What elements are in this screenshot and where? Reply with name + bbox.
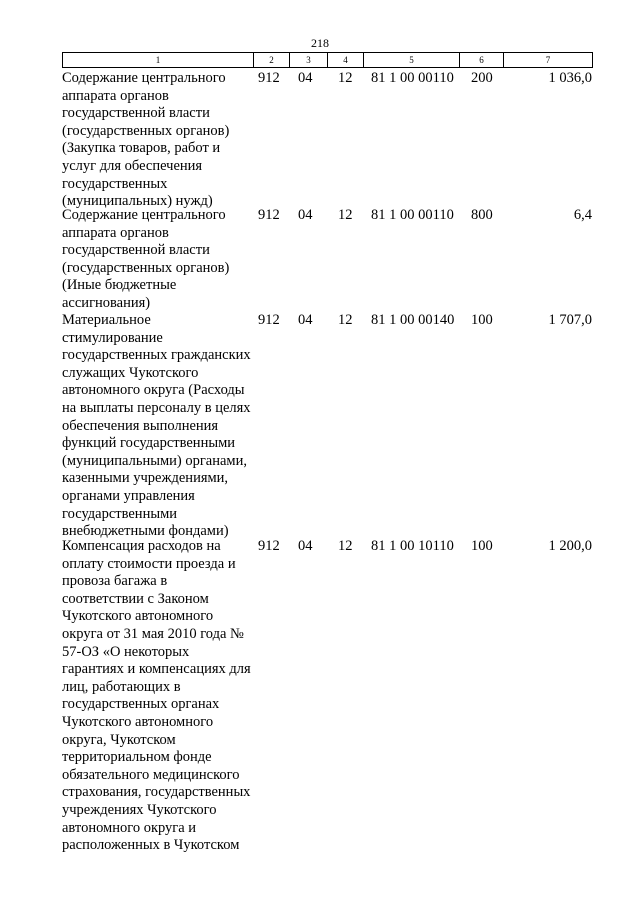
ministry-code: 912 [258, 70, 280, 86]
description-line: на выплаты персоналу в целях [62, 399, 251, 416]
description-line: округа, Чукотском [62, 731, 176, 748]
description-line: оплату стоимости проезда и [62, 555, 236, 572]
description-line: государственной власти [62, 105, 210, 122]
description-line: (государственных органов) [62, 122, 230, 139]
amount: 6,4 [573, 207, 592, 223]
amount: 1 200,0 [548, 538, 592, 554]
description-line: обязательного медицинского [62, 766, 240, 783]
page-number: 218 [311, 36, 329, 50]
row-description [62, 312, 251, 541]
column-header-3: 3 [290, 53, 328, 67]
column-header-4: 4 [328, 53, 364, 67]
description-line: государственных [62, 175, 168, 192]
description-line: органами управления [62, 487, 195, 504]
description-line: Содержание центрального [62, 70, 226, 86]
description-line: (Иные бюджетные [62, 277, 177, 294]
description-line: (государственных органов) [62, 259, 230, 276]
section-code: 04 [298, 312, 313, 328]
description-line: служащих Чукотского [62, 364, 199, 381]
description-line: функций государственными [62, 435, 236, 452]
expense-type-code: 100 [471, 538, 493, 554]
description-line: Чукотского автономного [62, 713, 214, 730]
description-line: аппарата органов [62, 224, 169, 241]
amount: 1 707,0 [548, 312, 592, 328]
target-article-code: 81 1 00 00110 [371, 207, 454, 223]
description-line: гарантиях и компенсациях для [62, 661, 251, 678]
description-line: расположенных в Чукотском [62, 837, 240, 854]
description-line: Компенсация расходов на [62, 538, 221, 554]
ministry-code: 912 [258, 312, 280, 328]
subsection-code: 12 [338, 207, 353, 223]
ministry-code: 912 [258, 538, 280, 554]
subsection-code: 12 [338, 538, 353, 554]
description-line: (муниципальных) нужд) [62, 193, 213, 210]
subsection-code: 12 [338, 312, 353, 328]
description-line: Материальное [62, 312, 151, 328]
description-line: Чукотского автономного [62, 608, 214, 625]
description-line: страхования, государственных [62, 784, 251, 801]
description-line: государственными [62, 505, 178, 522]
column-header-6: 6 [460, 53, 504, 67]
target-article-code: 81 1 00 10110 [371, 538, 454, 554]
expense-type-code: 100 [471, 312, 493, 328]
row-description [62, 538, 251, 855]
row-description [62, 70, 229, 211]
section-code: 04 [298, 538, 313, 554]
ministry-code: 912 [258, 207, 280, 223]
description-line: учреждениях Чукотского [62, 801, 217, 818]
description-line: провоза багажа в [62, 573, 168, 590]
column-header-7: 7 [545, 55, 551, 65]
expense-type-code: 800 [471, 207, 493, 223]
description-line: соответствии с Законом [62, 590, 209, 607]
description-line: стимулирование [62, 329, 163, 346]
amount: 1 036,0 [548, 70, 592, 86]
description-line: лиц, работающих в [62, 678, 181, 695]
description-line: государственной власти [62, 242, 210, 259]
description-line: автономного округа (Расходы [62, 382, 245, 399]
description-line: территориальном фонде [62, 749, 212, 766]
table-header [62, 52, 593, 68]
description-line: округа от 31 мая 2010 года № [62, 625, 244, 642]
target-article-code: 81 1 00 00140 [371, 312, 455, 328]
description-line: внебюджетными фондами) [62, 523, 229, 540]
description-line: ассигнования) [62, 294, 151, 311]
description-line: аппарата органов [62, 87, 169, 104]
description-line: (муниципальными) органами, [62, 452, 247, 469]
description-line: (Закупка товаров, работ и [62, 140, 221, 157]
expense-type-code: 200 [471, 70, 493, 86]
description-line: казенными учреждениями, [62, 470, 229, 487]
column-header-1: 1 [63, 53, 254, 67]
row-description [62, 207, 229, 313]
section-code: 04 [298, 70, 313, 86]
description-line: услуг для обеспечения [62, 157, 203, 174]
description-line: обеспечения выполнения [62, 417, 219, 434]
description-line: 57-ОЗ «О некоторых [62, 643, 190, 660]
column-header-5: 5 [364, 53, 460, 67]
description-line: автономного округа и [62, 819, 197, 836]
section-code: 04 [298, 207, 313, 223]
column-header-2: 2 [254, 53, 290, 67]
description-line: государственных органах [62, 696, 220, 713]
description-line: Содержание центрального [62, 207, 226, 223]
subsection-code: 12 [338, 70, 353, 86]
description-line: государственных гражданских [62, 347, 251, 364]
target-article-code: 81 1 00 00110 [371, 70, 454, 86]
